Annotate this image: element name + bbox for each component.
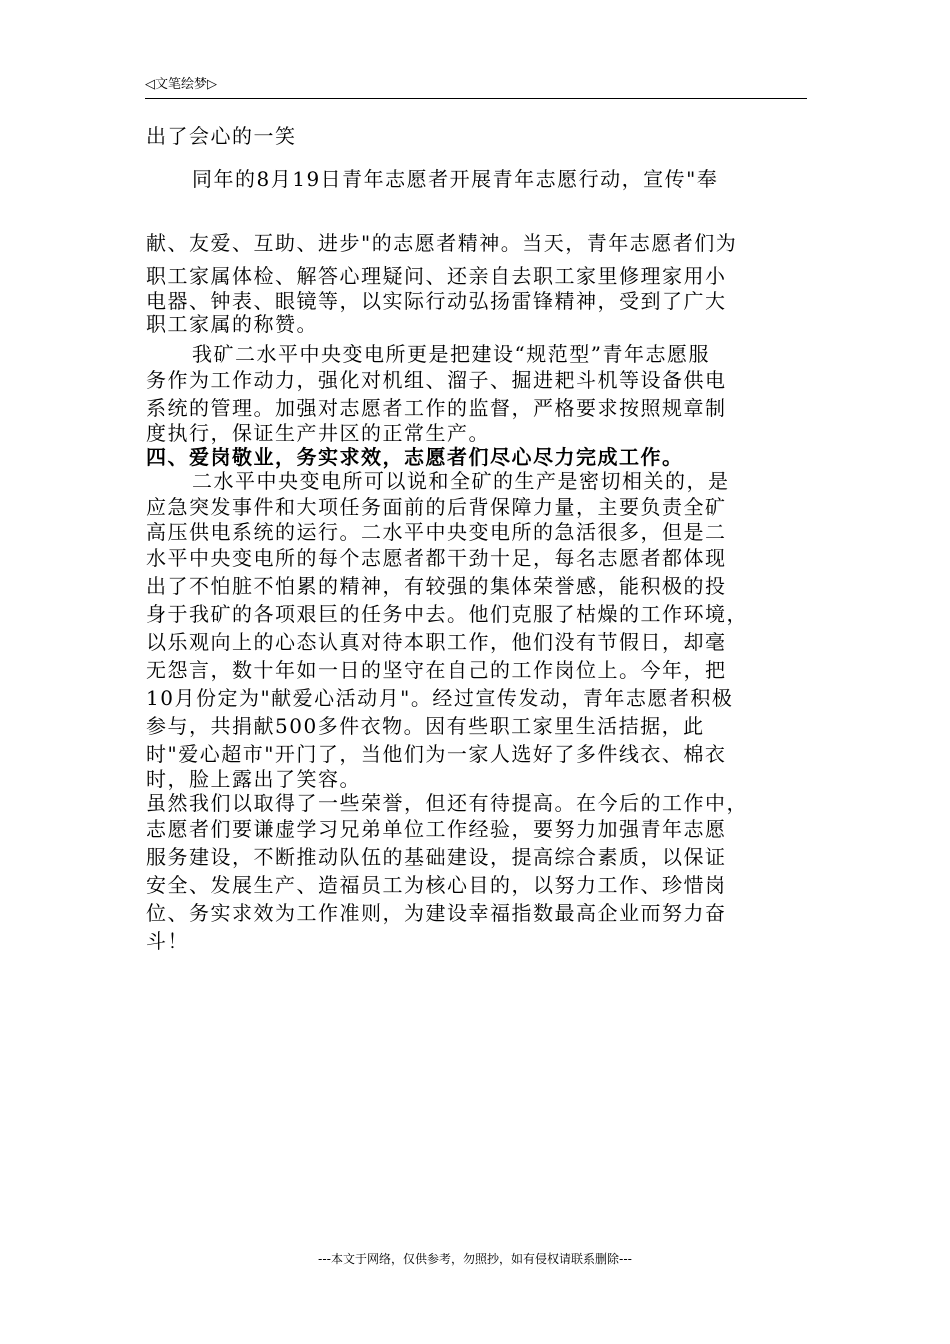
document-body — [146, 122, 808, 955]
section-heading: 四、爱岗敬业，务实求效，志愿者们尽心尽力完成工作。 — [146, 445, 684, 469]
text-line: 度执行，保证生产井区的正常生产。 — [146, 421, 490, 445]
text-line: 电器、钟表、眼镜等，以实际行动弘扬雷锋精神，受到了广大 — [146, 289, 727, 313]
text-line: 以乐观向上的心态认真对待本职工作，他们没有节假日，却毫 — [146, 630, 727, 654]
text-line: 出了会心的一笑 — [146, 124, 297, 148]
text-line: 系统的管理。加强对志愿者工作的监督，严格要求按照规章制 — [146, 396, 727, 420]
text-line: 高压供电系统的运行。二水平中央变电所的急活很多，但是二 — [146, 520, 727, 544]
text-line: 职工家属的称赞。 — [146, 312, 318, 336]
text-line: 务作为工作动力，强化对机组、溜子、掘进耙斗机等设备供电 — [146, 368, 727, 392]
text-line: 应急突发事件和大项任务面前的后背保障力量，主要负责全矿 — [146, 495, 727, 519]
header-left-marker: ◁ — [145, 77, 155, 92]
text-line: 无怨言，数十年如一日的坚守在自己的工作岗位上。今年，把 — [146, 658, 727, 682]
paragraph-first-line: 二水平中央变电所可以说和全矿的生产是密切相关的，是 — [192, 469, 730, 493]
text-line: 出了不怕脏不怕累的精神，有较强的集体荣誉感，能积极的投 — [146, 574, 727, 598]
text-line: 服务建设，不断推动队伍的基础建设，提高综合素质，以保证 — [146, 845, 727, 869]
text-line: 时，脸上露出了笑容。 — [146, 767, 361, 791]
text-line: 志愿者们要谦虚学习兄弟单位工作经验，要努力加强青年志愿 — [146, 817, 727, 841]
header-right-marker: ▷ — [207, 77, 218, 92]
text-line: 安全、发展生产、造福员工为核心目的，以努力工作、珍惜岗 — [146, 873, 727, 897]
page-footer: ---本文于网络，仅供参考，勿照抄，如有侵权请联系删除--- — [318, 1252, 632, 1266]
paragraph-first-line: 我矿二水平中央变电所更是把建设“规范型”青年志愿服 — [192, 342, 710, 366]
text-line: 参与，共捐献500多件衣物。因有些职工家里生活拮据，此 — [146, 714, 705, 738]
text-line: 虽然我们以取得了一些荣誉，但还有待提高。在今后的工作中， — [146, 791, 748, 815]
text-line: 身于我矿的各项艰巨的任务中去。他们克服了枯燥的工作环境， — [146, 602, 748, 626]
text-line: 位、务实求效为工作准则，为建设幸福指数最高企业而努力奋 — [146, 901, 727, 925]
page-header — [145, 76, 807, 99]
header-title — [145, 76, 217, 94]
text-line: 10月份定为"献爱心活动月"。经过宣传发动，青年志愿者积极 — [146, 686, 734, 710]
text-line: 献、友爱、互助、进步"的志愿者精神。当天，青年志愿者们为 — [146, 231, 738, 255]
text-line: 水平中央变电所的每个志愿者都干劲十足，每名志愿者都体现 — [146, 546, 727, 570]
paragraph-first-line: 同年的8月19日青年志愿者开展青年志愿行动，宣传"奉 — [192, 167, 719, 191]
text-line: 职工家属体检、解答心理疑问、还亲自去职工家里修理家用小 — [146, 264, 727, 288]
text-line: 时"爱心超市"开门了，当他们为一家人选好了多件线衣、棉衣 — [146, 742, 727, 766]
header-title-text: 文笔绘梦 — [155, 77, 208, 92]
text-line: 斗！ — [146, 929, 189, 953]
